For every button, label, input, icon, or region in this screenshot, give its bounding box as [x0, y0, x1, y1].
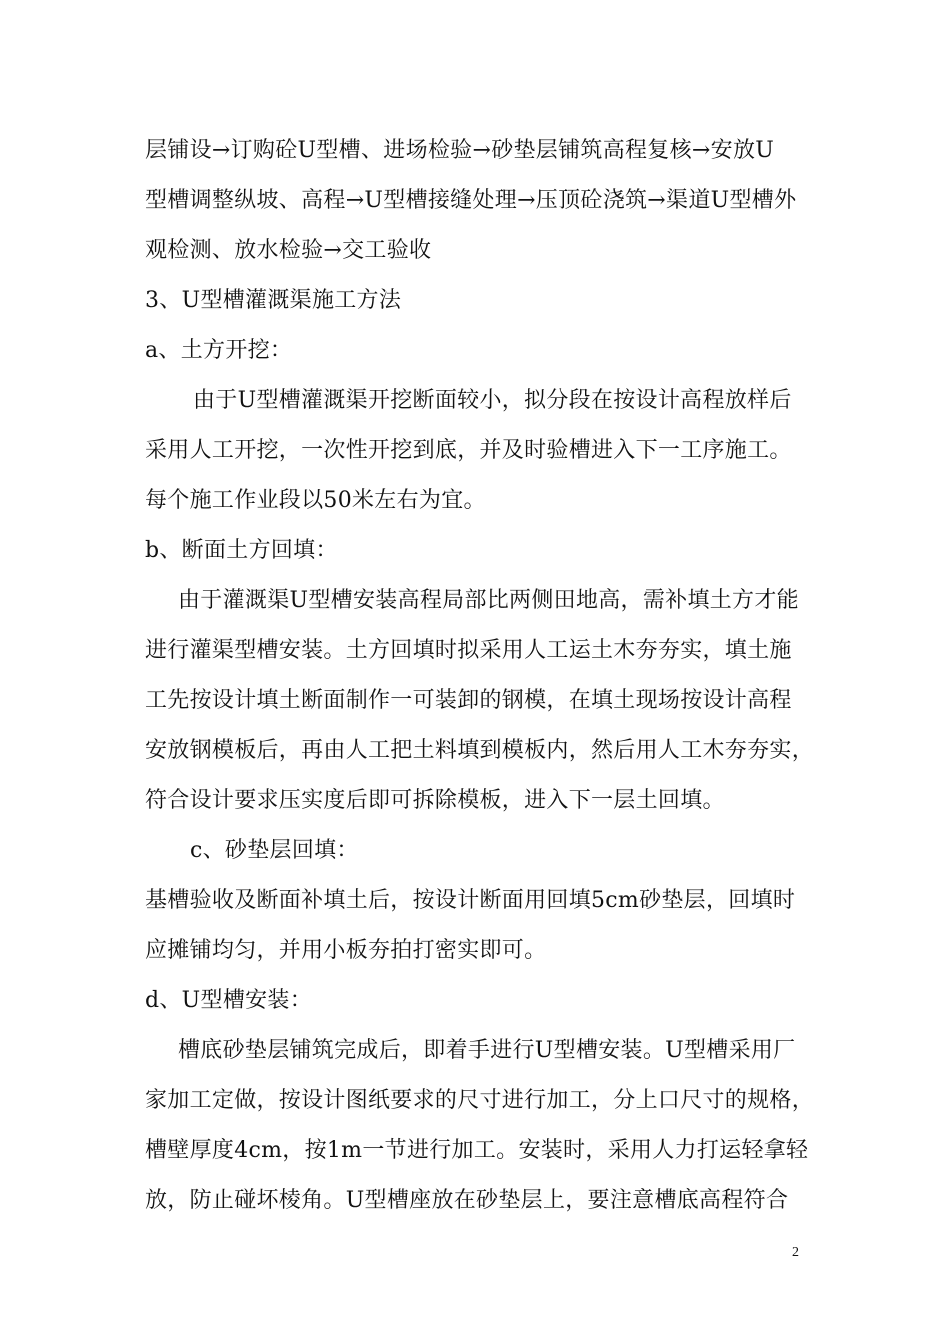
subheading-d: d、U型槽安装：: [145, 988, 313, 1013]
text-line-17: 应摊铺均匀，并用小板夯拍打密实即可。: [145, 938, 547, 963]
text-line-2: 型槽调整纵坡、高程→U型槽接缝处理→压顶砼浇筑→渠道U型槽外: [145, 188, 797, 213]
text-line-8: 每个施工作业段以50米左右为宜。: [145, 488, 486, 513]
text-line-6: 由于U型槽灌溉渠开挖断面较小，拟分段在按设计高程放样后: [193, 388, 792, 413]
page-number: 2: [792, 1245, 799, 1260]
text-line-19: 槽底砂垫层铺筑完成后，即着手进行U型槽安装。U型槽采用厂: [178, 1038, 796, 1063]
section-heading-3: 3、U型槽灌溉渠施工方法: [145, 288, 402, 313]
text-line-16: 基槽验收及断面补填土后，按设计断面用回填5cm砂垫层，回填时: [145, 888, 796, 913]
subheading-b: b、断面土方回填：: [145, 538, 338, 563]
text-line-10: 由于灌溉渠U型槽安装高程局部比两侧田地高，需补填土方才能: [178, 588, 799, 613]
text-line-12: 工先按设计填土断面制作一可装卸的钢模，在填土现场按设计高程: [145, 688, 792, 713]
text-line-13: 安放钢模板后，再由人工把土料填到模板内，然后用人工木夯夯实，: [145, 738, 815, 763]
text-line-1: 层铺设→订购砼U型槽、进场检验→砂垫层铺筑高程复核→安放U: [145, 138, 775, 163]
text-line-20: 家加工定做，按设计图纸要求的尺寸进行加工，分上口尺寸的规格，: [145, 1088, 815, 1113]
subheading-a: a、土方开挖：: [145, 338, 293, 363]
text-line-22: 放，防止碰坏棱角。U型槽座放在砂垫层上，要注意槽底高程符合: [145, 1188, 789, 1213]
text-line-21: 槽壁厚度4cm，按1m一节进行加工。安装时，采用人力打运轻拿轻: [145, 1138, 809, 1163]
text-line-14: 符合设计要求压实度后即可拆除模板，进入下一层土回填。: [145, 788, 725, 813]
text-line-7: 采用人工开挖，一次性开挖到底，并及时验槽进入下一工序施工。: [145, 438, 792, 463]
text-line-11: 进行灌渠型槽安装。土方回填时拟采用人工运土木夯夯实，填土施: [145, 638, 792, 663]
subheading-c: c、砂垫层回填：: [190, 838, 359, 863]
text-line-3: 观检测、放水检验→交工验收: [145, 238, 432, 263]
